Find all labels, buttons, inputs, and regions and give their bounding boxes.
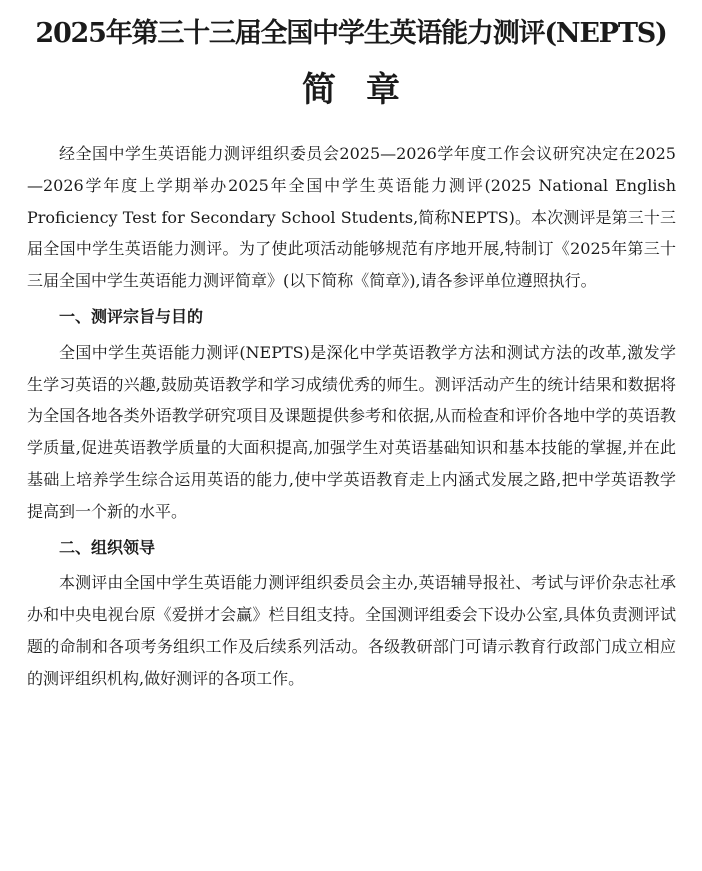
section-paragraph-purpose: 全国中学生英语能力测评(NEPTS)是深化中学英语教学方法和测试方法的改革,激发学生学习英语的兴趣,鼓励英语教学和学习成绩优秀的师生。测评活动产生的统计结果和数据将为全国各地各类外语教学研究项目及课题提供参考和依据,从而检查和评价各地中学的英语教学质量,促进英语教学质量的大面积提高,加强学生对英语基础知识和基本技能的掌握,并在此基础上培养学生综合运用英语的能力,使中学英语教育走上内涵式发展之路,把中学英语教学提高到一个新的水平。 <box>27 342 676 521</box>
document-subtitle: 简章 <box>302 70 430 110</box>
document-title: 2025年第三十三届全国中学生英语能力测评(NEPTS) <box>35 18 667 49</box>
section-heading-purpose: 一、测评宗旨与目的 <box>59 306 204 326</box>
section-heading-organization: 二、组织领导 <box>59 537 156 557</box>
section-paragraph-organization: 本测评由全国中学生英语能力测评组织委员会主办,英语辅导报社、考试与评价杂志社承办和中央电视台原《爱拼才会赢》栏目组支持。全国测评组委会下设办公室,具体负责测评试题的命制和各项考务组织工作及后续系列活动。各级教研部门可请示教育行政部门成立相应的测评组织机构,做好测评的各项工作。 <box>27 573 676 688</box>
document-body <box>27 138 676 695</box>
intro-paragraph: 经全国中学生英语能力测评组织委员会2025—2026学年度工作会议研究决定在2025—2026学年度上学期举办2025年全国中学生英语能力测评(2025 National English Proficiency Test for Secondary School Students,简称NEPTS)。本次测评是第三十三届全国中学生英语能力测评。为了使此项活动能够规范有序地开展,特制订《2025年第三十三届全国中学生英语能力测评简章》(以下简称《简章》),请各参评单位遵照执行。 <box>27 144 676 291</box>
